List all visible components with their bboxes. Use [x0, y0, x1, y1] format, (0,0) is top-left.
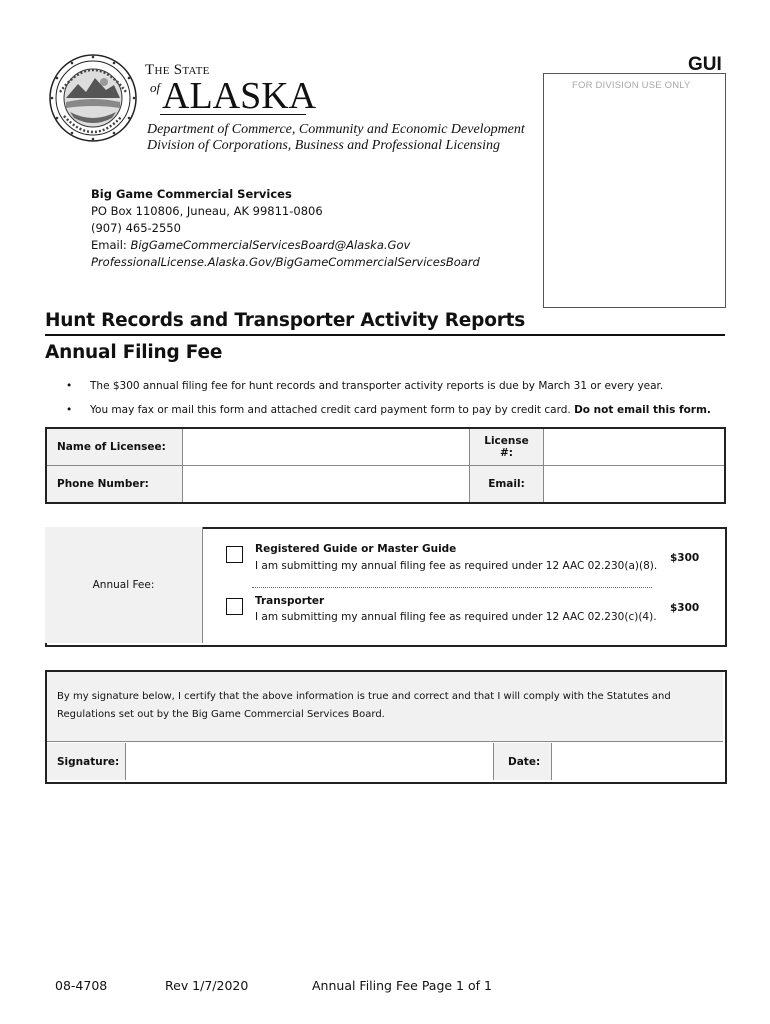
license-number-input[interactable]	[544, 428, 726, 466]
bullet-icon: •	[66, 404, 73, 416]
form-corner-code: GUI	[688, 54, 722, 75]
transporter-amount: $300	[670, 602, 700, 614]
state-the-text: The State	[145, 62, 210, 78]
email-input[interactable]	[544, 466, 726, 504]
registered-guide-amount: $300	[670, 552, 700, 564]
state-of-text: of	[150, 80, 161, 95]
mailing-address: PO Box 110806, Juneau, AK 99811-0806	[91, 204, 323, 218]
contact-email-link[interactable]: BigGameCommercialServicesBoard@Alaska.Gov	[130, 238, 411, 252]
email-label: Email:	[470, 466, 544, 504]
registered-guide-description: I am submitting my annual filing fee as required under 12 AAC 02.230(a)(8).	[255, 560, 658, 572]
form-number: 08-4708	[55, 978, 108, 993]
signature-label-cell	[47, 743, 126, 780]
certification-statement: By my signature below, I certify that the above information is true and correct and that I will comply with the Statutes and Regulations set out by the Big Game Commercial Services Board.	[47, 672, 723, 742]
annual-fee-label-cell	[45, 527, 203, 643]
instruction-text: You may fax or mail this form and attached credit card payment form to pay by credit card.	[90, 404, 571, 416]
division-use-label: FOR DIVISION USE ONLY	[572, 80, 691, 91]
transporter-title: Transporter	[255, 595, 325, 607]
program-name: Big Game Commercial Services	[91, 187, 292, 201]
registered-guide-checkbox[interactable]	[226, 546, 243, 563]
date-label: Date:	[508, 756, 541, 768]
licensee-info-table	[45, 427, 726, 504]
licensee-name-input[interactable]	[183, 428, 470, 466]
date-input[interactable]	[551, 743, 723, 780]
option-divider	[252, 587, 652, 588]
signature-input[interactable]	[126, 743, 492, 780]
division-name: Division of Corporations, Business and Professional Licensing	[147, 138, 500, 153]
date-label-cell	[493, 743, 552, 780]
instruction-warning: Do not email this form.	[574, 404, 711, 416]
registered-guide-title: Registered Guide or Master Guide	[255, 543, 457, 555]
state-seal-logo	[48, 52, 138, 144]
instruction-item	[66, 374, 711, 398]
title-divider	[45, 334, 725, 336]
license-number-label: License #:	[470, 428, 544, 466]
instruction-item	[66, 398, 711, 422]
page-info: Annual Filing Fee Page 1 of 1	[312, 978, 492, 993]
state-name-text: ALASKA	[162, 75, 317, 117]
state-name-underline	[160, 114, 306, 115]
phone-number-input[interactable]	[183, 466, 470, 504]
instruction-text: The $300 annual filing fee for hunt records and transporter activity reports is due by March 31 or every year.	[90, 380, 664, 392]
revision-date: Rev 1/7/2020	[165, 978, 249, 993]
department-name: Department of Commerce, Community and Economic Development	[147, 122, 525, 137]
instructions-list	[66, 374, 711, 422]
contact-block	[91, 186, 480, 271]
contact-email-label: Email:	[91, 238, 127, 252]
annual-fee-label: Annual Fee:	[92, 579, 155, 591]
bullet-icon: •	[66, 380, 73, 392]
signature-label: Signature:	[57, 756, 120, 768]
transporter-checkbox[interactable]	[226, 598, 243, 615]
department-heading	[147, 122, 525, 154]
form-title: Hunt Records and Transporter Activity Reports	[45, 310, 526, 331]
form-subtitle: Annual Filing Fee	[45, 342, 223, 363]
licensee-name-label: Name of Licensee:	[46, 428, 183, 466]
website-link[interactable]: ProfessionalLicense.Alaska.Gov/BigGameCommercialServicesBoard	[91, 255, 480, 269]
phone-number-label: Phone Number:	[46, 466, 183, 504]
transporter-description: I am submitting my annual filing fee as required under 12 AAC 02.230(c)(4).	[255, 611, 657, 623]
contact-email-row	[91, 237, 480, 254]
contact-phone: (907) 465-2550	[91, 221, 181, 235]
division-use-box	[543, 73, 726, 308]
